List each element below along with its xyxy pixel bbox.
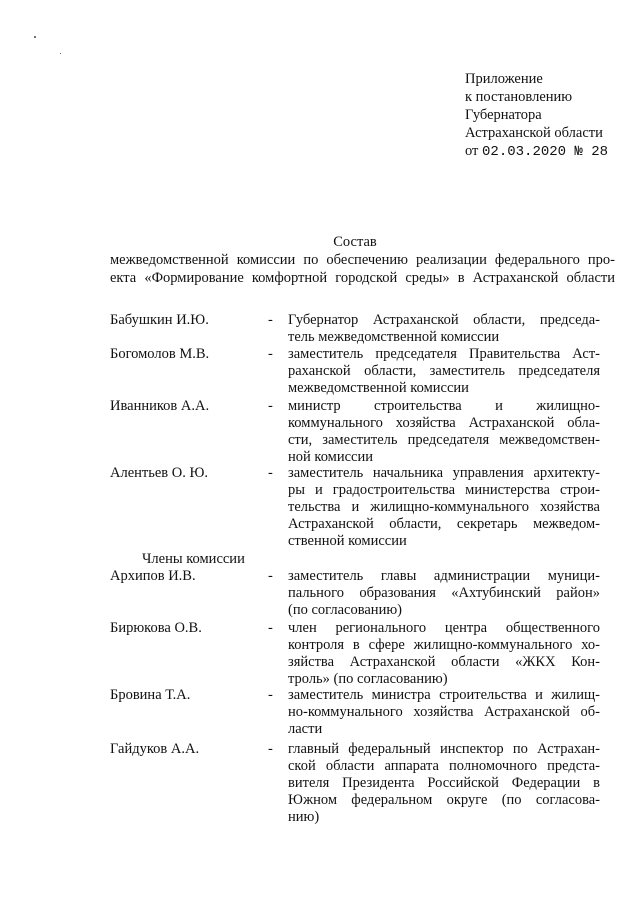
role-line: Южном федеральном округе (по согласова- — [288, 792, 600, 808]
role-line: член регионального центра общественного — [288, 620, 600, 636]
member-name: Бровина Т.А. — [110, 687, 191, 703]
member-role — [288, 687, 600, 738]
dash-separator: - — [268, 312, 273, 328]
member-name: Алентьев О. Ю. — [110, 465, 209, 481]
dash-separator: - — [268, 620, 273, 636]
role-line: зяйства Астраханской области «ЖКХ Кон- — [288, 654, 600, 670]
role-line: пального образования «Ахтубинский район» — [288, 585, 600, 601]
dash-separator: - — [268, 346, 273, 362]
role-line: (по согласованию) — [288, 602, 402, 618]
role-line: главный федеральный инспектор по Астрахан- — [288, 741, 600, 757]
role-line: ской области аппарата полномочного предста- — [288, 758, 600, 774]
role-line: заместитель начальника управления архитекту- — [288, 465, 600, 481]
number-sign: № — [566, 144, 592, 160]
document-title: Состав — [333, 234, 377, 250]
document-subtitle — [110, 251, 615, 287]
role-line: заместитель главы администрации муници- — [288, 568, 600, 584]
subtitle-line: екта «Формирование комфортной городской среды» в Астраханской области — [110, 270, 615, 286]
section-heading-members: Члены комиссии — [142, 551, 245, 567]
role-line: нию) — [288, 809, 320, 825]
decree-number: 28 — [591, 144, 609, 160]
scan-speck — [60, 53, 61, 54]
role-line: контроля в сфере жилищно-коммунального хо- — [288, 637, 600, 653]
role-line: Астраханской области, секретарь межведом- — [288, 516, 600, 532]
dash-separator: - — [268, 741, 273, 757]
annex-block — [465, 70, 608, 161]
role-line: ной комиссии — [288, 449, 374, 465]
annex-line: Приложение — [465, 71, 543, 87]
scan-speck — [34, 36, 36, 38]
role-line: вителя Президента Российской Федерации в — [288, 775, 600, 791]
decree-date: 02.03.2020 — [482, 144, 567, 160]
role-line: ры и градостроительства министерства строи- — [288, 482, 600, 498]
member-role — [288, 465, 600, 550]
dash-separator: - — [268, 465, 273, 481]
annex-line: Губернатора — [465, 107, 542, 123]
member-role — [288, 741, 600, 826]
role-line: заместитель министра строительства и жилищ- — [288, 687, 600, 703]
member-name: Бирюкова О.В. — [110, 620, 202, 636]
role-line: межведомственной комиссии — [288, 380, 469, 396]
subtitle-line: межведомственной комиссии по обеспечению реализации федерального про- — [110, 252, 615, 268]
member-name: Иванников А.А. — [110, 398, 210, 414]
annex-date-line — [465, 142, 608, 161]
member-name: Бабушкин И.Ю. — [110, 312, 209, 328]
role-line: коммунального хозяйства Астраханской обла- — [288, 415, 600, 431]
member-role — [288, 346, 600, 397]
member-role — [288, 398, 600, 466]
role-line: тельства и жилищно-коммунального хозяйства — [288, 499, 600, 515]
role-line: троль» (по согласованию) — [288, 671, 448, 687]
member-name: Богомолов М.В. — [110, 346, 210, 362]
role-line: ственной комиссии — [288, 533, 407, 549]
member-name: Архипов И.В. — [110, 568, 196, 584]
role-line: министр строительства и жилищно- — [288, 398, 600, 414]
role-line: ласти — [288, 721, 323, 737]
role-line: Губернатор Астраханской области, председа- — [288, 312, 600, 328]
member-role — [288, 620, 600, 688]
role-line: но-коммунального хозяйства Астраханской об- — [288, 704, 600, 720]
annex-line: Астраханской области — [465, 125, 603, 141]
member-name: Гайдуков А.А. — [110, 741, 200, 757]
member-role — [288, 312, 600, 346]
role-line: заместитель председателя Правительства Аст- — [288, 346, 600, 362]
dash-separator: - — [268, 687, 273, 703]
role-line: тель межведомственной комиссии — [288, 329, 500, 345]
annex-line: к постановлению — [465, 89, 573, 105]
role-line: сти, заместитель председателя межведомствен- — [288, 432, 600, 448]
dash-separator: - — [268, 398, 273, 414]
role-line: раханской области, заместитель председателя — [288, 363, 600, 379]
member-role — [288, 568, 600, 619]
dash-separator: - — [268, 568, 273, 584]
date-prefix: от — [465, 143, 483, 159]
